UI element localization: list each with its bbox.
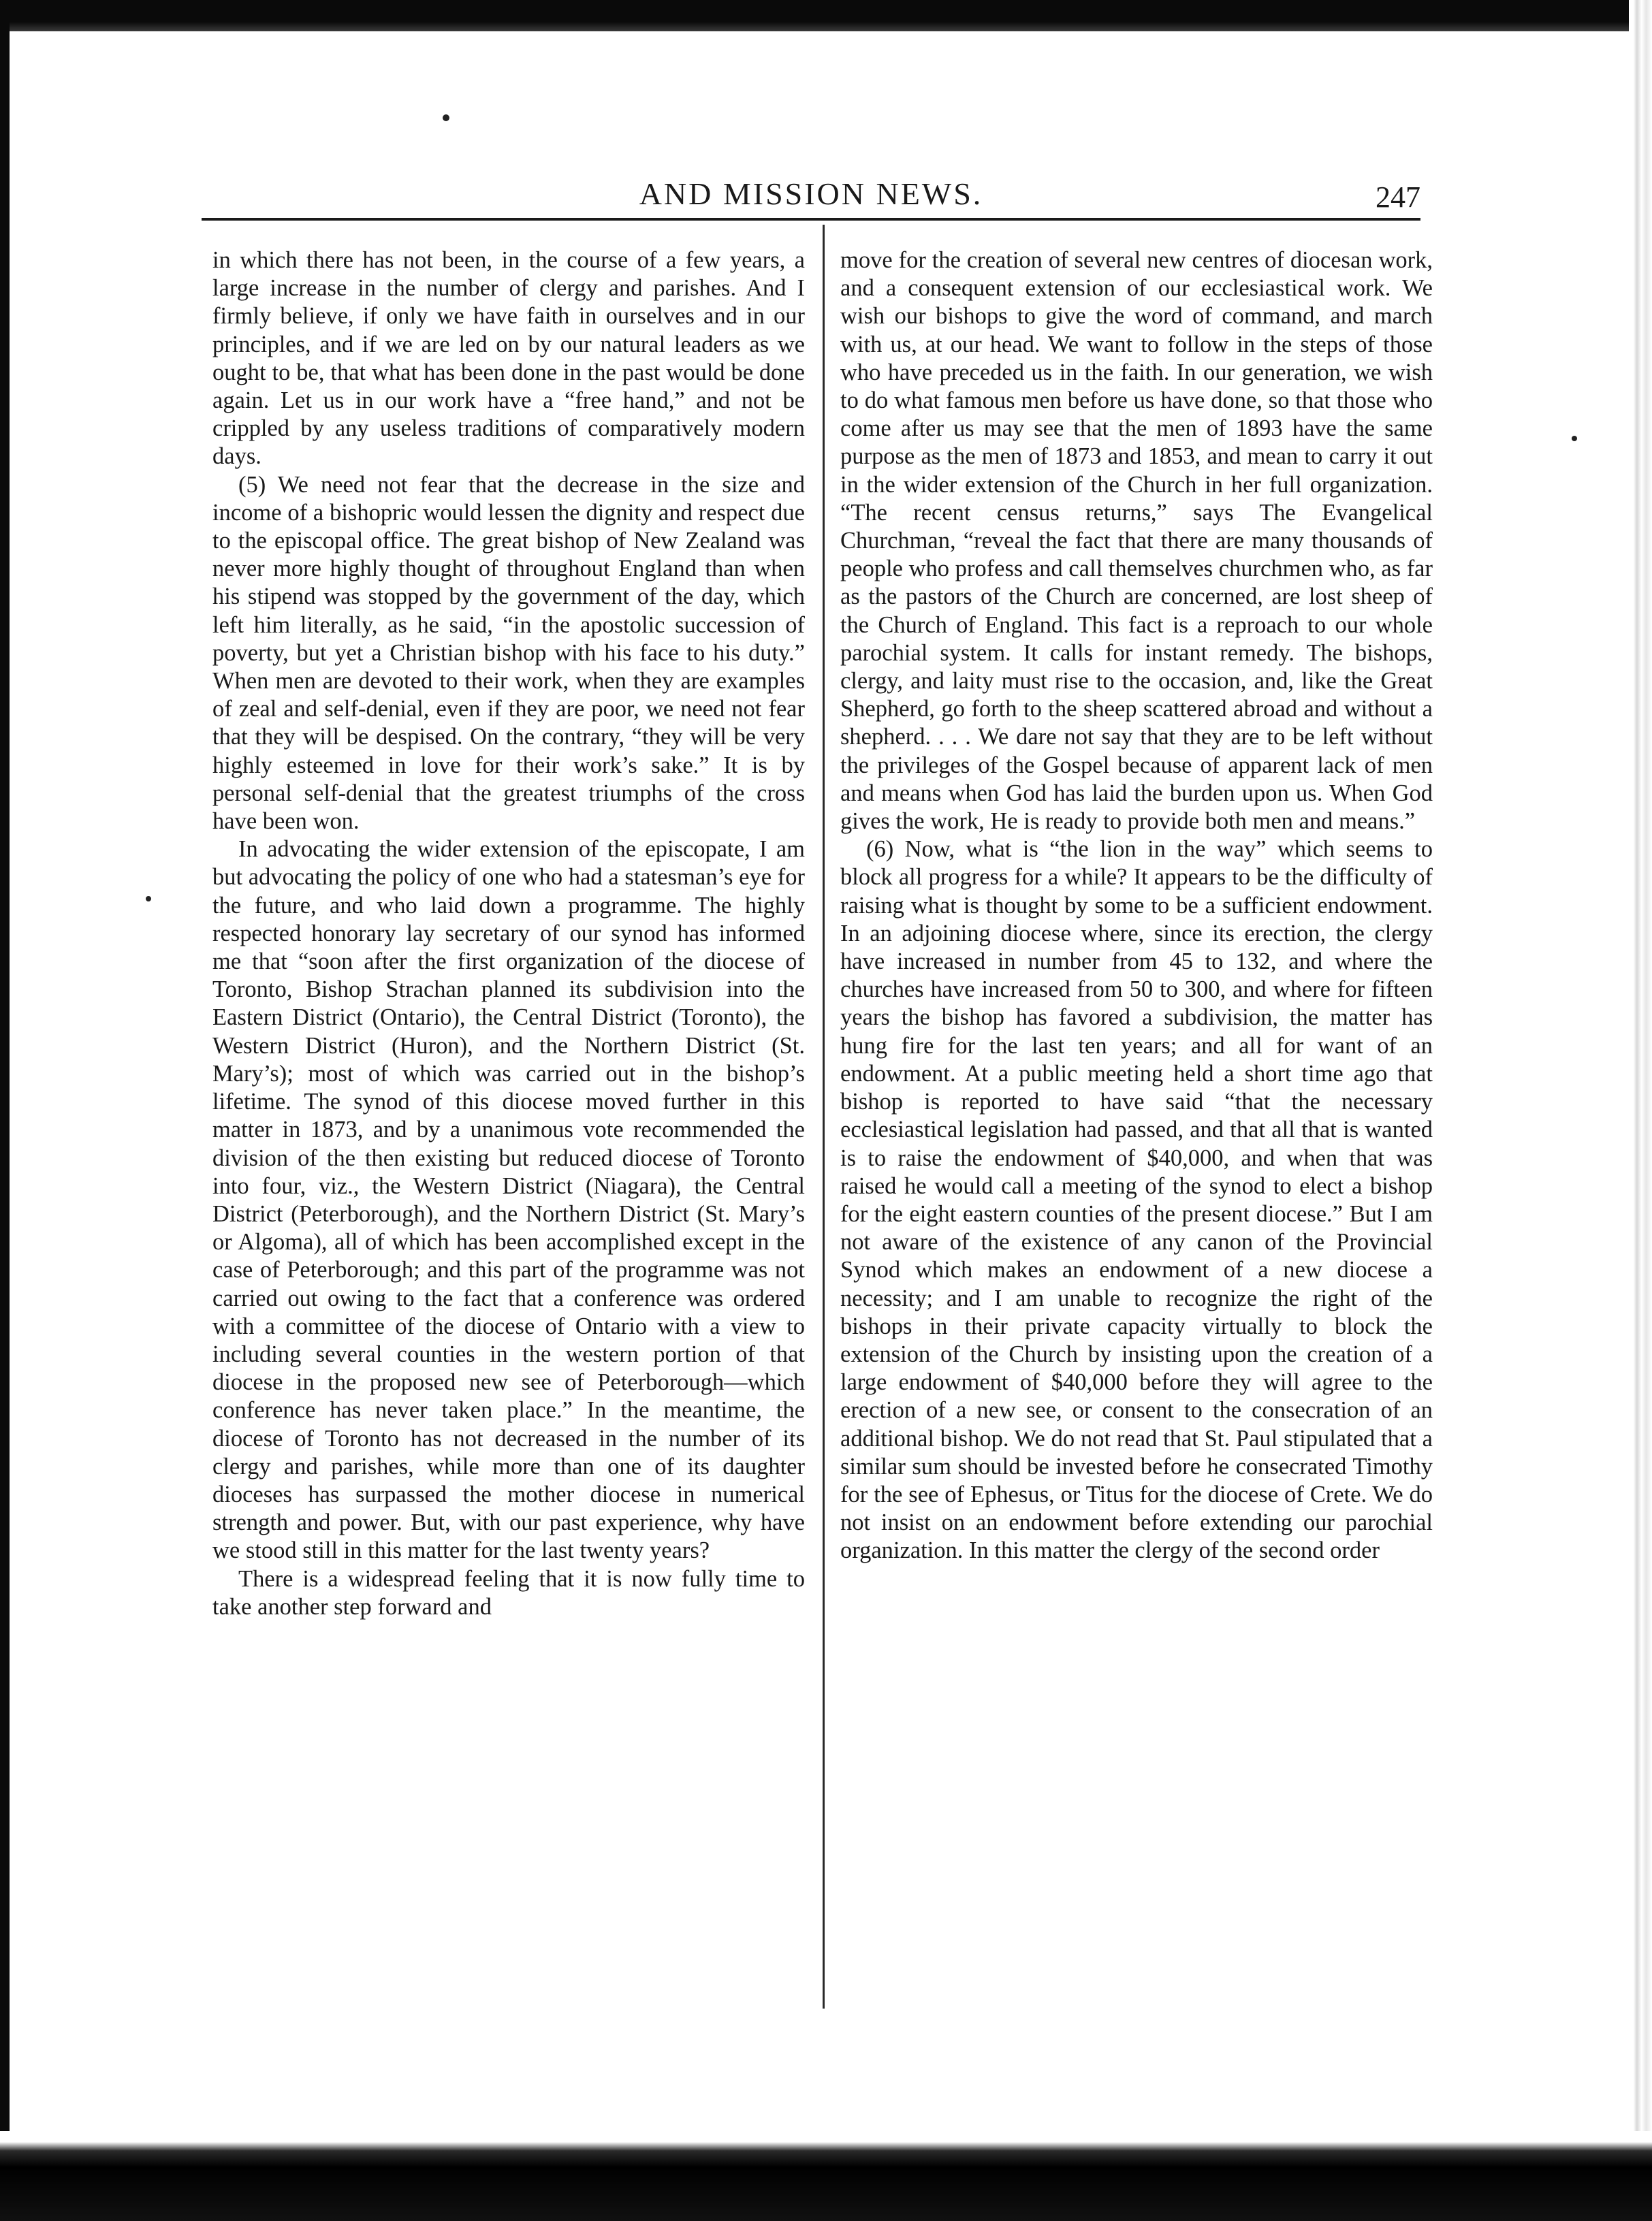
scan-speck xyxy=(1572,436,1577,441)
paragraph: In advocating the wider extension of the episcopate, I am but advocating the policy of one who had a statesman’s eye for the future, and who laid down a programme. The highly respected honorary lay secretary of our synod has informed me that “soon after the first organization of the diocese of Toronto, Bishop Strachan planned its subdivision into the Eastern District (Ontario), the Central District (Toronto), the Western District (Huron), and the Northern District (St. Mary’s); most of which was carried out in the bishop’s lifetime. The synod of this diocese moved further in this matter in 1873, and by a unanimous vote recommended the division of the then existing but reduced diocese of Toronto into four, viz., the Western District (Niagara), the Central District (Peterborough), and the Northern District (St. Mary’s or Algoma), all of which has been accomplished except in the case of Peterborough; and this part of the programme was not carried out owing to the fact that a conference was ordered with a committee of the diocese of Ontario with a view to including several counties in the western portion of that diocese in the proposed new see of Peterborough—which conference has never taken place.” In the meantime, the diocese of Toronto has not decreased in the number of its clergy and parishes, while more than one of its daughter dioceses has surpassed the mother diocese in numerical strength and power. But, with our past experience, why have we stood still in this matter for the last twenty years? xyxy=(212,836,805,1564)
scan-speck xyxy=(443,114,449,121)
page-header xyxy=(202,176,1420,217)
paragraph: (5) We need not fear that the decrease in the size and income of a bishopric would lessen the dignity and respect due to the episcopal office. The great bishop of New Zealand was never more highly thought of throughout England than when his stipend was stopped by the government of the day, which left him literally, as he said, “in the apostolic succession of poverty, but yet a Christian bishop with his face to his duty.” When men are devoted to their work, when they are examples of zeal and self-denial, even if they are poor, we need not fear that they will be despised. On the contrary, “they will be very highly esteemed in love for their work’s sake.” It is by personal self-denial that the greatest triumphs of the cross have been won. xyxy=(212,471,805,835)
column-divider xyxy=(823,225,825,2009)
scan-edge-bottom xyxy=(0,2131,1652,2221)
paragraph: There is a widespread feeling that it is now fully time to take another step forward and xyxy=(212,1565,805,1620)
header-rule xyxy=(202,218,1420,221)
text-column-left xyxy=(212,246,805,2003)
scan-speck xyxy=(146,896,151,901)
scan-edge-top xyxy=(0,0,1652,31)
paragraph: move for the creation of several new centres of diocesan work, and a consequent extension of our ecclesiastical work. We wish our bishops to give the word of command, and march with us, at our head. We want to follow in the steps of those who have preceded us in the faith. In our generation, we wish to do what famous men before us have done, so that those who come after us may see that the men of 1893 have the same purpose as the men of 1873 and 1853, and mean to carry it out in the wider extension of the Church in her full organization. “The recent census returns,” says The Evangelical Churchman, “reveal the fact that there are many thousands of people who profess and call themselves churchmen who, as far as the pastors of the Church are concerned, are lost sheep of the Church of England. This fact is a reproach to our whole parochial system. It calls for instant remedy. The bishops, clergy, and laity must rise to the occasion, and, like the Great Shepherd, go forth to the sheep scattered abroad and without a shepherd. . . . We dare not say that they are to be left without the privileges of the Gospel because of apparent lack of men and means when God has laid the burden upon us. When God gives the work, He is ready to provide both men and means.” xyxy=(840,247,1433,835)
running-head: AND MISSION NEWS. xyxy=(639,176,983,211)
page-number: 247 xyxy=(1376,180,1420,214)
paragraph: in which there has not been, in the course of a few years, a large increase in the number of clergy and parishes. And I firmly believe, if only we have faith in ourselves and in our principles, and if we are led on by our natural leaders as we ought to be, that what has been done in the past would be done again. Let us in our work have a “free hand,” and not be crippled by any useless traditions of comparatively modern days. xyxy=(212,247,805,470)
text-column-right xyxy=(840,246,1433,2003)
paragraph: (6) Now, what is “the lion in the way” which seems to block all progress for a while? It appears to be the difficulty of raising what is thought by some to be a sufficient endowment. In an adjoining diocese where, since its erection, the clergy have increased in number from 45 to 132, and where the churches have increased from 50 to 300, and where for fifteen years the bishop has favored a subdivision, the matter has hung fire for the last ten years; and all for want of an endowment. At a public meeting held a short time ago that bishop is reported to have said “that the necessary ecclesiastical legislation had passed, and that all that is wanted is to raise the endowment of $40,000, and when that was raised he would call a meeting of the synod to elect a bishop for the eight eastern counties of the present diocese.” But I am not aware of the existence of any canon of the Provincial Synod which makes an endowment of a new diocese a necessity; and I am unable to recognize the right of the bishops in their private capacity virtually to block the extension of the Church by insisting upon the creation of a large endowment of $40,000 before they will agree to the erection of a new see, or consent to the consecration of an additional bishop. We do not read that St. Paul stipulated that a similar sum should be invested before he consecrated Timothy for the see of Ephesus, or Titus for the diocese of Crete. We do not insist on an endowment before extending our parochial organization. In this matter the clergy of the second order xyxy=(840,836,1433,1564)
scan-edge-left xyxy=(0,0,10,2221)
scan-edge-right xyxy=(1629,0,1652,2221)
